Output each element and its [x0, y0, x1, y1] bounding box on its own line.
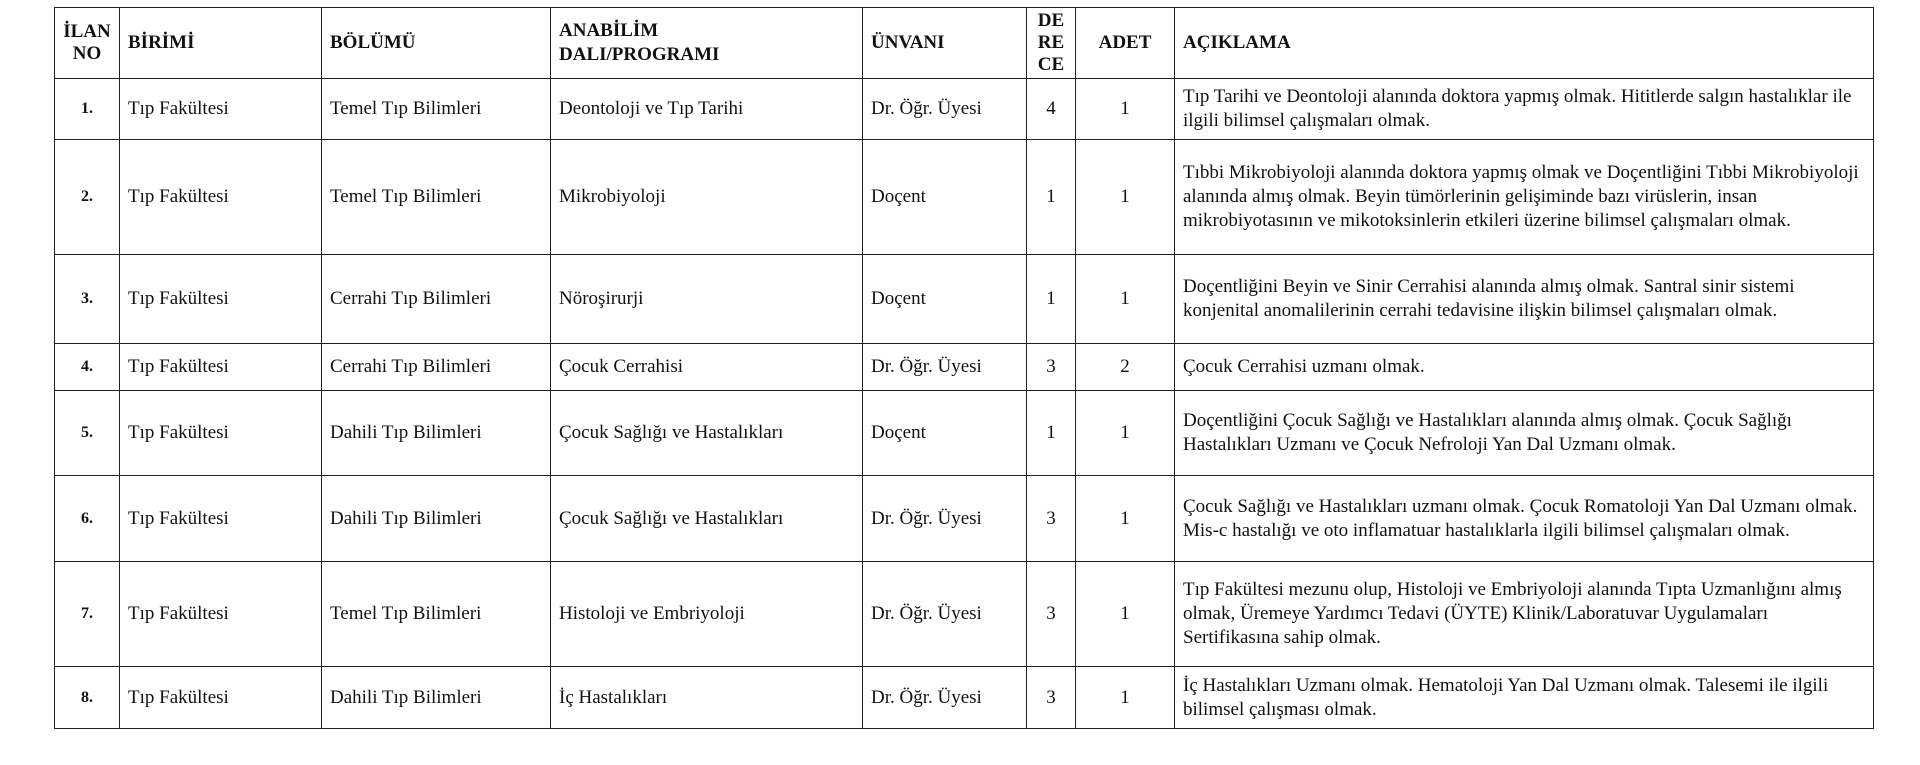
cell-adet: 1 — [1076, 667, 1175, 729]
cell-bolum: Temel Tıp Bilimleri — [322, 79, 551, 140]
cell-ilan-no: 6. — [55, 476, 120, 562]
cell-anabilim-dali: Nöroşirurji — [551, 255, 863, 344]
cell-anabilim-dali: Çocuk Cerrahisi — [551, 344, 863, 391]
cell-unvan: Doçent — [863, 140, 1027, 255]
cell-unvan: Dr. Öğr. Üyesi — [863, 344, 1027, 391]
cell-aciklama: Çocuk Cerrahisi uzmanı olmak. — [1175, 344, 1874, 391]
cell-adet: 1 — [1076, 255, 1175, 344]
cell-derece: 3 — [1027, 667, 1076, 729]
cell-adet: 1 — [1076, 140, 1175, 255]
cell-birim: Tıp Fakültesi — [120, 562, 322, 667]
cell-birim: Tıp Fakültesi — [120, 140, 322, 255]
cell-derece: 3 — [1027, 344, 1076, 391]
header-anabilim: ANABİLİM DALI/PROGRAMI — [551, 8, 863, 79]
header-bolumu: BÖLÜMÜ — [322, 8, 551, 79]
cell-bolum: Temel Tıp Bilimleri — [322, 140, 551, 255]
cell-aciklama: Doçentliğini Beyin ve Sinir Cerrahisi alanında almış olmak. Santral sinir sistemi konjenital anomalilerinin cerrahi tedavisine ilişkin bilimsel çalışmaları olmak. — [1175, 255, 1874, 344]
cell-aciklama: Tıbbi Mikrobiyoloji alanında doktora yapmış olmak ve Doçentliğini Tıbbi Mikrobiyoloji alanında almış olmak. Beyin tümörlerinin gelişiminde bazı virüslerin, insan mikrobiyotasının ve mikotoksinlerin etkileri üzerine bilimsel çalışmaları olmak. — [1175, 140, 1874, 255]
cell-ilan-no: 1. — [55, 79, 120, 140]
header-birimi: BİRİMİ — [120, 8, 322, 79]
cell-adet: 1 — [1076, 79, 1175, 140]
table-row — [55, 476, 1874, 562]
table-row — [55, 391, 1874, 476]
cell-bolum: Cerrahi Tıp Bilimleri — [322, 255, 551, 344]
cell-aciklama: Tıp Tarihi ve Deontoloji alanında doktora yapmış olmak. Hititlerde salgın hastalıklar ile ilgili bilimsel çalışmaları olmak. — [1175, 79, 1874, 140]
table-row — [55, 255, 1874, 344]
cell-bolum: Dahili Tıp Bilimleri — [322, 667, 551, 729]
cell-bolum: Dahili Tıp Bilimleri — [322, 476, 551, 562]
cell-derece: 3 — [1027, 476, 1076, 562]
cell-anabilim-dali: Çocuk Sağlığı ve Hastalıkları — [551, 391, 863, 476]
cell-adet: 1 — [1076, 476, 1175, 562]
cell-anabilim-dali: İç Hastalıkları — [551, 667, 863, 729]
cell-unvan: Dr. Öğr. Üyesi — [863, 476, 1027, 562]
header-adet: ADET — [1076, 8, 1175, 79]
cell-ilan-no: 3. — [55, 255, 120, 344]
cell-ilan-no: 8. — [55, 667, 120, 729]
header-unvani: ÜNVANI — [863, 8, 1027, 79]
cell-birim: Tıp Fakültesi — [120, 667, 322, 729]
cell-birim: Tıp Fakültesi — [120, 79, 322, 140]
header-ilan-no: İLAN NO — [55, 8, 120, 79]
cell-anabilim-dali: Histoloji ve Embriyoloji — [551, 562, 863, 667]
cell-birim: Tıp Fakültesi — [120, 391, 322, 476]
cell-ilan-no: 2. — [55, 140, 120, 255]
cell-adet: 1 — [1076, 391, 1175, 476]
cell-adet: 1 — [1076, 562, 1175, 667]
cell-derece: 1 — [1027, 391, 1076, 476]
table-row — [55, 140, 1874, 255]
table-row — [55, 667, 1874, 729]
cell-adet: 2 — [1076, 344, 1175, 391]
header-row — [55, 8, 1874, 79]
cell-anabilim-dali: Deontoloji ve Tıp Tarihi — [551, 79, 863, 140]
cell-bolum: Temel Tıp Bilimleri — [322, 562, 551, 667]
cell-birim: Tıp Fakültesi — [120, 476, 322, 562]
cell-bolum: Cerrahi Tıp Bilimleri — [322, 344, 551, 391]
cell-bolum: Dahili Tıp Bilimleri — [322, 391, 551, 476]
cell-ilan-no: 5. — [55, 391, 120, 476]
cell-anabilim-dali: Çocuk Sağlığı ve Hastalıkları — [551, 476, 863, 562]
header-derece: DE RE CE — [1027, 8, 1076, 79]
table-row — [55, 79, 1874, 140]
cell-unvan: Dr. Öğr. Üyesi — [863, 79, 1027, 140]
cell-aciklama: İç Hastalıkları Uzmanı olmak. Hematoloji Yan Dal Uzmanı olmak. Talesemi ile ilgili bilimsel çalışması olmak. — [1175, 667, 1874, 729]
header-aciklama: AÇIKLAMA — [1175, 8, 1874, 79]
cell-unvan: Doçent — [863, 255, 1027, 344]
cell-anabilim-dali: Mikrobiyoloji — [551, 140, 863, 255]
job-postings-table — [54, 7, 1874, 729]
cell-unvan: Dr. Öğr. Üyesi — [863, 667, 1027, 729]
cell-ilan-no: 7. — [55, 562, 120, 667]
cell-unvan: Dr. Öğr. Üyesi — [863, 562, 1027, 667]
cell-derece: 1 — [1027, 255, 1076, 344]
cell-ilan-no: 4. — [55, 344, 120, 391]
cell-unvan: Doçent — [863, 391, 1027, 476]
table-row — [55, 562, 1874, 667]
cell-birim: Tıp Fakültesi — [120, 255, 322, 344]
cell-derece: 3 — [1027, 562, 1076, 667]
cell-aciklama: Tıp Fakültesi mezunu olup, Histoloji ve Embriyoloji alanında Tıpta Uzmanlığını almış olmak, Üremeye Yardımcı Tedavi (ÜYTE) Klinik/Laboratuvar Uygulamaları Sertifikasına sahip olmak. — [1175, 562, 1874, 667]
cell-aciklama: Doçentliğini Çocuk Sağlığı ve Hastalıkları alanında almış olmak. Çocuk Sağlığı Hastalıkları Uzmanı ve Çocuk Nefroloji Yan Dal Uzmanı olmak. — [1175, 391, 1874, 476]
cell-birim: Tıp Fakültesi — [120, 344, 322, 391]
cell-aciklama: Çocuk Sağlığı ve Hastalıkları uzmanı olmak. Çocuk Romatoloji Yan Dal Uzmanı olmak. Mis-c hastalığı ve oto inflamatuar hastalıklarla ilgili bilimsel çalışmaları olmak. — [1175, 476, 1874, 562]
cell-derece: 4 — [1027, 79, 1076, 140]
cell-derece: 1 — [1027, 140, 1076, 255]
table-row — [55, 344, 1874, 391]
